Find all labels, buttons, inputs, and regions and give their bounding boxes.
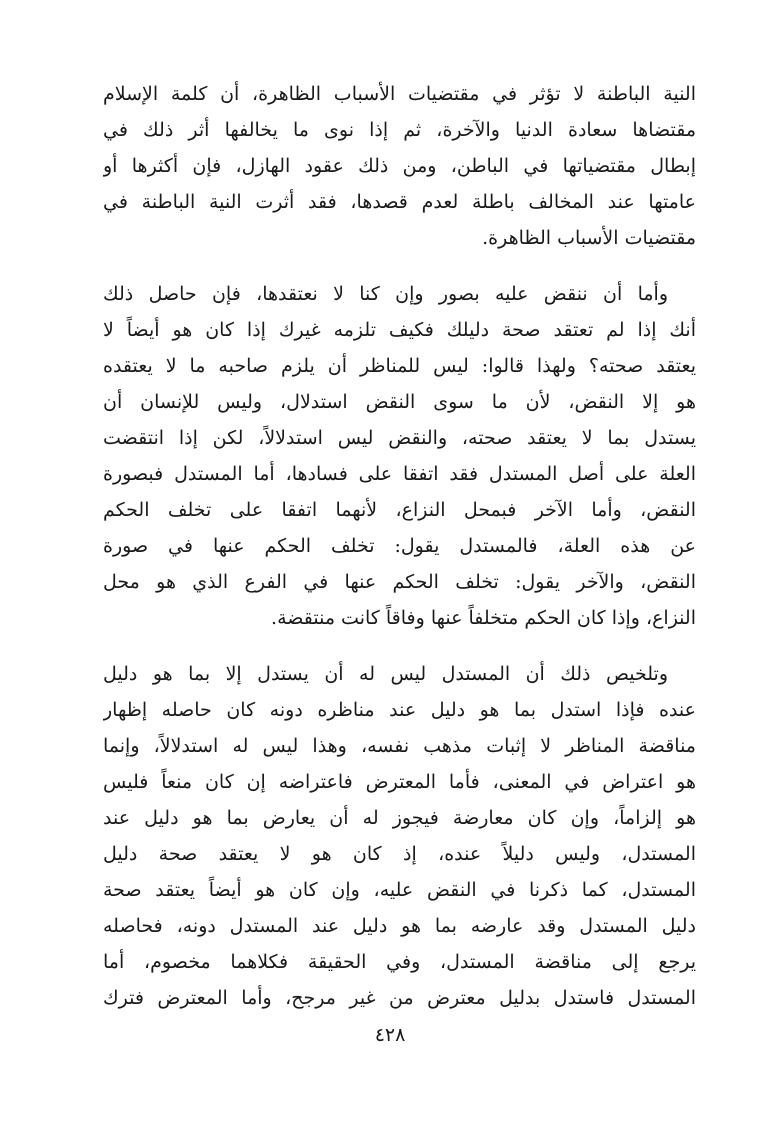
text-line: النية الباطنة لا تؤثر في مقتضيات الأسباب الظاهرة، أن كلمة الإسلام	[103, 83, 696, 105]
text-line: مناقضة المناظر لا إثبات مذهب نفسه، وهذا ليس له استدلالاً، وإنما	[103, 735, 696, 757]
text-line: مقتضيات الأسباب الظاهرة.	[482, 227, 696, 249]
text-line: وأما أن ننقض عليه بصور وإن كنا لا نعتقدها، فإن حاصل ذلك	[103, 283, 668, 305]
text-line: يستدل بما لا يعتقد صحته، والنقض ليس استدلالاً، لكن إذا انتقضت	[103, 427, 696, 449]
text-line: العلة على أصل المستدل فقد اتفقا على فسادها، أما المستدل فبصورة	[103, 463, 696, 485]
text-line: يرجع إلى مناقضة المستدل، وفي الحقيقة فكلاهما مخصوم، أما	[103, 951, 696, 973]
text-line: المستدل، كما ذكرنا في النقض عليه، وإن كان هو أيضاً يعتقد صحة	[103, 879, 696, 901]
text-line: النقض، وأما الآخر فبمحل النزاع، لأنهما اتفقا على تخلف الحكم	[103, 499, 696, 521]
paragraph-3	[103, 656, 696, 1016]
text-line: عن هذه العلة، فالمستدل يقول: تخلف الحكم عنها في صورة	[103, 535, 696, 557]
page-number: ٤٢٨	[374, 1024, 406, 1046]
text-line: هو إلا النقض، لأن ما سوى النقض استدلال، وليس للإنسان أن	[103, 391, 696, 413]
text-line: عامتها عند المخالف باطلة لعدم قصدها، فقد أثرت النية الباطنة في	[103, 191, 696, 213]
text-line: عنده فإذا استدل بما هو دليل عند مناظره دونه كان حاصله إظهار	[103, 699, 696, 721]
text-line: دليل المستدل وقد عارضه بما هو دليل عند المستدل دونه، فحاصله	[103, 915, 696, 937]
paragraph-1	[103, 76, 696, 256]
text-line: يعتقد صحته؟ ولهذا قالوا: ليس للمناظر أن يلزم صاحبه ما لا يعتقده	[103, 355, 696, 377]
text-line: هو اعتراض في المعنى، فأما المعترض فاعتراضه إن كان منعاً فليس	[103, 771, 696, 793]
page-body	[103, 76, 696, 1016]
text-line: إبطال مقتضياتها في الباطن، ومن ذلك عقود الهازل، فإن أكثرها أو	[103, 155, 696, 177]
text-line: مقتضاها سعادة الدنيا والآخرة، ثم إذا نوى ما يخالفها أثر ذلك في	[103, 119, 696, 141]
text-line: النزاع، وإذا كان الحكم متخلفاً عنها وفاقاً كانت منتقضة.	[271, 607, 696, 629]
paragraph-2	[103, 276, 696, 636]
paragraph-gap	[103, 636, 696, 656]
text-line: النقض، والآخر يقول: تخلف الحكم عنها في الفرع الذي هو محل	[103, 571, 696, 593]
text-line: المستدل فاستدل بدليل معترض من غير مرجح، وأما المعترض فترك	[103, 987, 696, 1009]
text-line: أنك إذا لم تعتقد صحة دليلك فكيف تلزمه غيرك إذا كان هو أيضاً لا	[103, 319, 696, 341]
text-line: هو إلزاماً، وإن كان معارضة فيجوز له أن يعارض بما هو دليل عند	[103, 807, 696, 829]
text-line: المستدل، وليس دليلاً عنده، إذ كان هو لا يعتقد صحة دليل	[103, 843, 696, 865]
paragraph-gap	[103, 256, 696, 276]
text-line: وتلخيص ذلك أن المستدل ليس له أن يستدل إلا بما هو دليل	[103, 663, 668, 685]
